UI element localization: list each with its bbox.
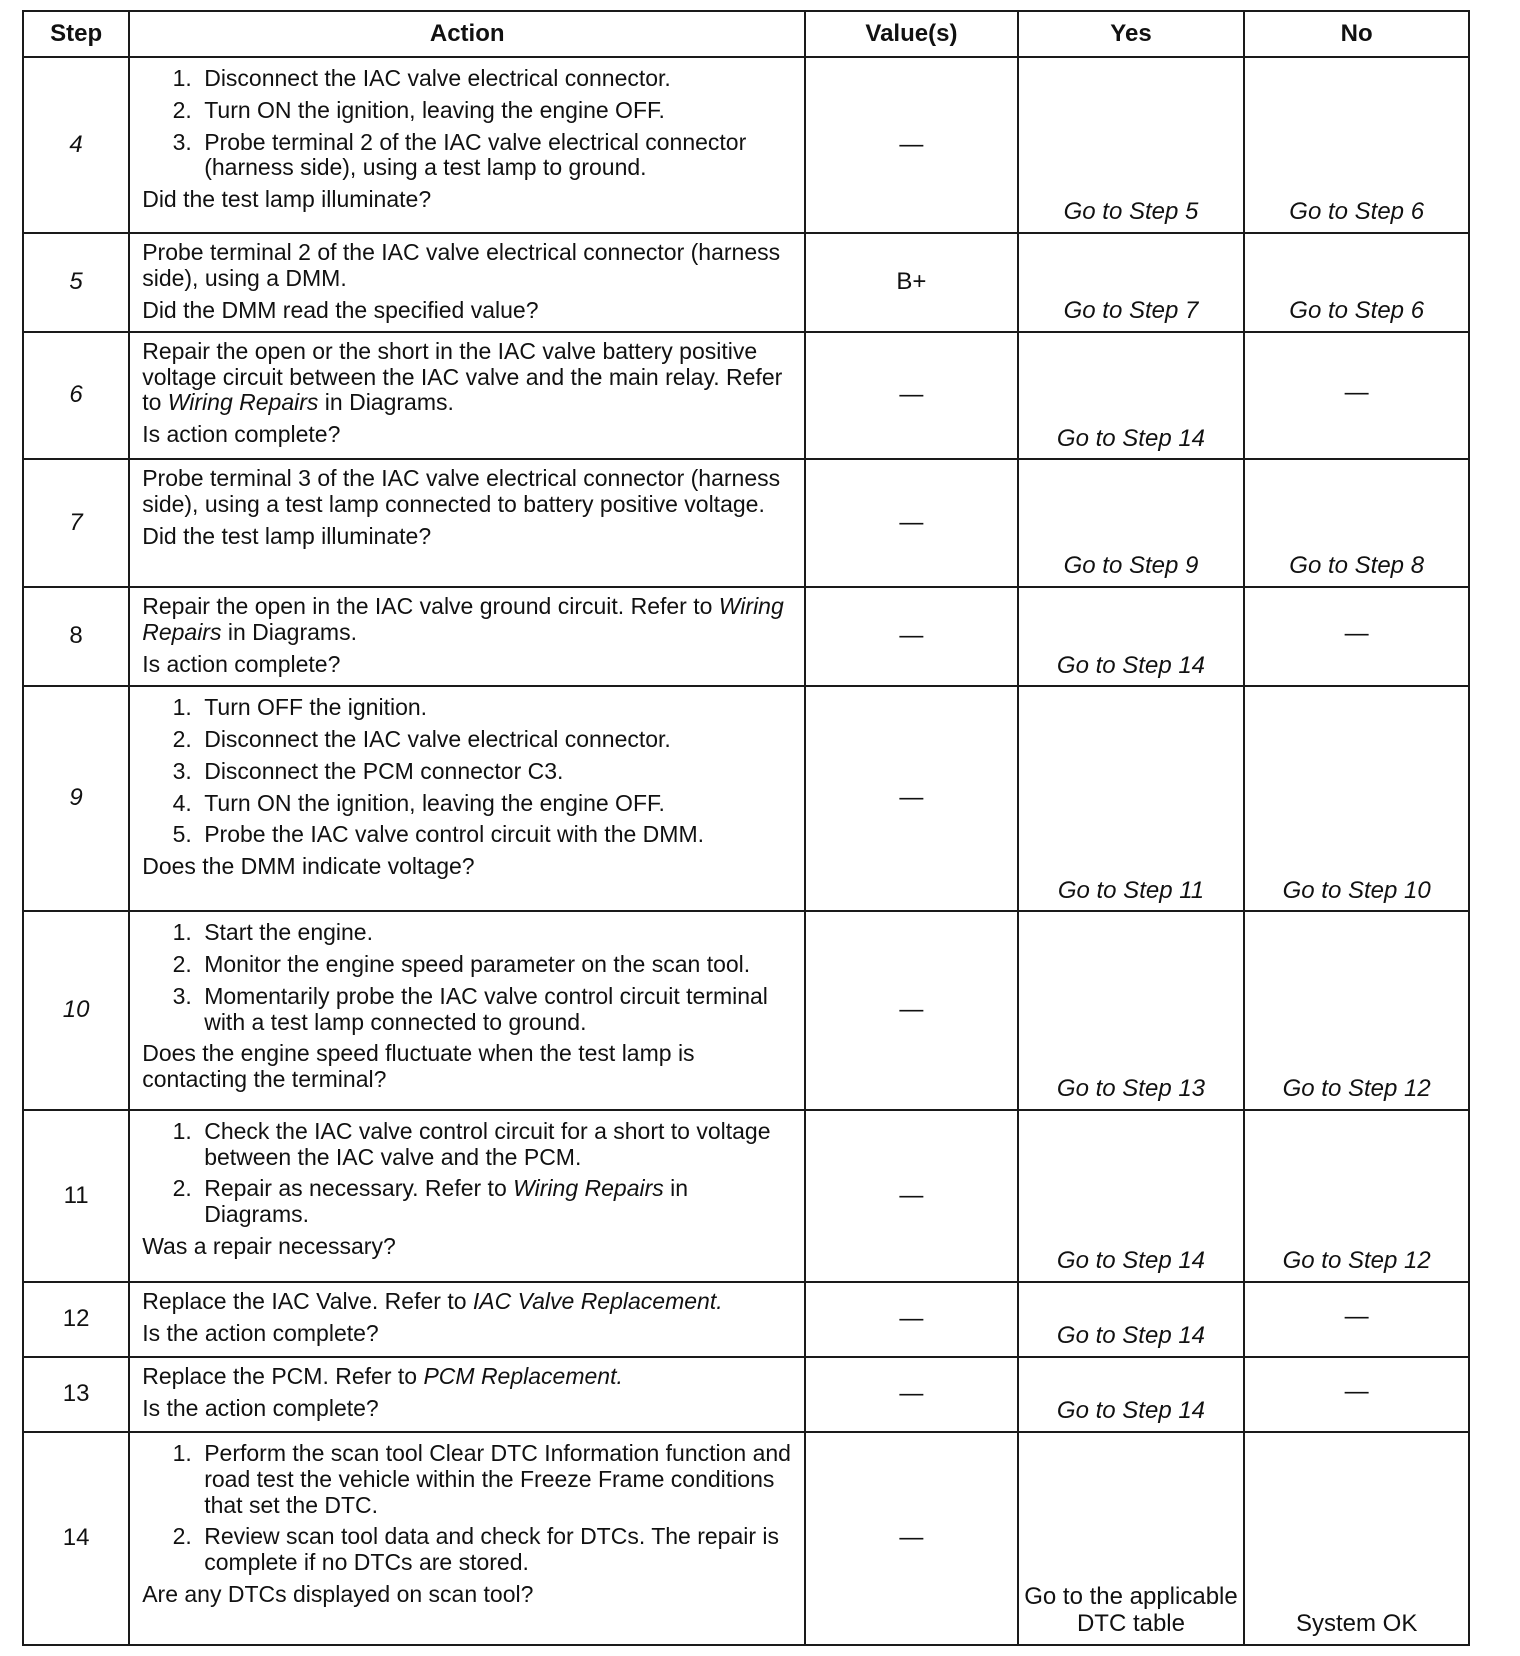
table-row	[23, 57, 1469, 233]
action-cell	[129, 1282, 805, 1357]
yes-cell: Go to Step 11	[1018, 686, 1245, 911]
no-cell: Go to Step 10	[1244, 686, 1469, 911]
no-cell: Go to Step 12	[1244, 911, 1469, 1110]
action-list-item: 4. Turn ON the ignition, leaving the engine OFF.	[198, 791, 794, 817]
step-number: 4	[23, 57, 129, 233]
value-cell: —	[805, 1282, 1017, 1357]
action-text-part: Repair the open or the short in the IAC valve battery positive voltage circuit between the IAC valve and the main relay. Refer to	[142, 337, 783, 416]
step-number: 13	[23, 1357, 129, 1432]
action-list	[142, 1441, 794, 1576]
action-cell	[129, 1357, 805, 1432]
action-text: Probe terminal 2 of the IAC valve electrical connector (harness side), using a DMM.	[142, 239, 781, 292]
action-cell	[129, 686, 805, 911]
action-list-item: 1. Start the engine.	[198, 920, 794, 946]
yes-cell: Go to Step 5	[1018, 57, 1245, 233]
action-cell	[129, 1110, 805, 1282]
action-text	[142, 1289, 794, 1315]
action-text-part: Replace the IAC Valve. Refer to	[142, 1288, 473, 1315]
step-number: 6	[23, 332, 129, 460]
action-question: Does the DMM indicate voltage?	[142, 853, 475, 880]
action-list	[142, 66, 794, 181]
header-no: No	[1244, 11, 1469, 57]
table-row	[23, 459, 1469, 587]
value-cell: —	[805, 1110, 1017, 1282]
action-list	[142, 1119, 794, 1228]
action-text	[142, 1364, 794, 1390]
action-list-item: 1. Perform the scan tool Clear DTC Information function and road test the vehicle within the Freeze Frame conditions that set the DTC.	[198, 1441, 794, 1518]
value-cell: —	[805, 911, 1017, 1110]
step-number: 11	[23, 1110, 129, 1282]
no-cell: —	[1244, 1282, 1469, 1357]
no-cell: Go to Step 8	[1244, 459, 1469, 587]
action-list-item: 2. Monitor the engine speed parameter on the scan tool.	[198, 952, 794, 978]
action-list-item: 1. Disconnect the IAC valve electrical connector.	[198, 66, 794, 92]
wiring-repairs-reference: Wiring Repairs	[167, 389, 319, 416]
action-question: Is the action complete?	[142, 1319, 379, 1346]
action-list	[142, 695, 794, 848]
action-question: Is action complete?	[142, 650, 341, 677]
value-cell: —	[805, 587, 1017, 686]
action-text	[142, 594, 794, 646]
action-cell	[129, 57, 805, 233]
value-cell: —	[805, 332, 1017, 460]
action-cell	[129, 332, 805, 460]
action-list	[142, 920, 794, 1035]
value-cell: —	[805, 57, 1017, 233]
yes-cell: Go to the applicable DTC table	[1018, 1432, 1245, 1645]
step-number: 14	[23, 1432, 129, 1645]
table-row	[23, 1357, 1469, 1432]
yes-cell: Go to Step 7	[1018, 233, 1245, 332]
yes-cell: Go to Step 9	[1018, 459, 1245, 587]
action-text-part: Repair as necessary. Refer to	[204, 1175, 514, 1202]
action-list-item: 2. Review scan tool data and check for DTCs. The repair is complete if no DTCs are stored.	[198, 1524, 794, 1576]
action-list-item: 3. Momentarily probe the IAC valve control circuit terminal with a test lamp connected to ground.	[198, 984, 794, 1036]
table-row	[23, 911, 1469, 1110]
action-question: Is the action complete?	[142, 1394, 379, 1421]
table-row	[23, 233, 1469, 332]
yes-cell: Go to Step 13	[1018, 911, 1245, 1110]
replacement-reference: PCM Replacement.	[423, 1363, 623, 1390]
action-question: Did the DMM read the specified value?	[142, 296, 539, 323]
action-cell	[129, 459, 805, 587]
step-number: 12	[23, 1282, 129, 1357]
yes-cell: Go to Step 14	[1018, 1282, 1245, 1357]
no-cell: —	[1244, 587, 1469, 686]
action-question: Does the engine speed fluctuate when the test lamp is contacting the terminal?	[142, 1040, 695, 1093]
wiring-repairs-reference: Wiring Repairs	[513, 1175, 664, 1202]
yes-cell: Go to Step 14	[1018, 332, 1245, 460]
table-row	[23, 587, 1469, 686]
no-cell: System OK	[1244, 1432, 1469, 1645]
yes-cell: Go to Step 14	[1018, 1110, 1245, 1282]
header-action: Action	[129, 11, 805, 57]
action-text-part: in Diagrams.	[204, 1175, 689, 1228]
action-text: Probe terminal 3 of the IAC valve electrical connector (harness side), using a test lamp connected to battery positive voltage.	[142, 465, 781, 518]
no-cell: —	[1244, 1357, 1469, 1432]
no-cell: —	[1244, 332, 1469, 460]
action-list-item: 5. Probe the IAC valve control circuit with the DMM.	[198, 822, 794, 848]
table-row	[23, 1282, 1469, 1357]
value-cell: —	[805, 1432, 1017, 1645]
diagnostic-table	[22, 10, 1470, 1646]
action-cell	[129, 587, 805, 686]
value-cell: —	[805, 459, 1017, 587]
table-row	[23, 1110, 1469, 1282]
action-list-item	[198, 1176, 794, 1228]
action-text	[142, 339, 794, 416]
table-row	[23, 332, 1469, 460]
header-value: Value(s)	[805, 11, 1017, 57]
action-text-part: in Diagrams.	[318, 389, 454, 416]
yes-cell: Go to Step 14	[1018, 587, 1245, 686]
action-question: Was a repair necessary?	[142, 1232, 396, 1259]
step-number: 8	[23, 587, 129, 686]
no-cell: Go to Step 6	[1244, 57, 1469, 233]
action-text-part: Replace the PCM. Refer to	[142, 1363, 424, 1390]
action-question: Did the test lamp illuminate?	[142, 186, 432, 212]
action-cell	[129, 911, 805, 1110]
table-row	[23, 686, 1469, 911]
action-list-item: 1. Check the IAC valve control circuit for a short to voltage between the IAC valve and the PCM.	[198, 1119, 794, 1171]
header-yes: Yes	[1018, 11, 1245, 57]
action-list-item: 1. Turn OFF the ignition.	[198, 695, 794, 721]
action-list-item: 2. Turn ON the ignition, leaving the engine OFF.	[198, 98, 794, 124]
action-question: Is action complete?	[142, 421, 341, 448]
no-cell: Go to Step 12	[1244, 1110, 1469, 1282]
header-step: Step	[23, 11, 129, 57]
step-number: 7	[23, 459, 129, 587]
header-row	[23, 11, 1469, 57]
yes-cell: Go to Step 14	[1018, 1357, 1245, 1432]
table-row	[23, 1432, 1469, 1645]
step-number: 5	[23, 233, 129, 332]
value-cell: —	[805, 686, 1017, 911]
step-number: 10	[23, 911, 129, 1110]
action-cell	[129, 233, 805, 332]
action-question: Did the test lamp illuminate?	[142, 522, 432, 549]
action-cell	[129, 1432, 805, 1645]
action-list-item: 3. Disconnect the PCM connector C3.	[198, 759, 794, 785]
action-text-part: in Diagrams.	[221, 618, 357, 645]
value-cell: —	[805, 1357, 1017, 1432]
action-list-item: 3. Probe terminal 2 of the IAC valve electrical connector (harness side), using a test lamp to ground.	[198, 130, 794, 182]
wiring-repairs-reference: Wiring Repairs	[142, 593, 784, 645]
action-list-item: 2. Disconnect the IAC valve electrical connector.	[198, 727, 794, 753]
action-text-part: Repair the open in the IAC valve ground circuit. Refer to	[142, 593, 719, 620]
replacement-reference: IAC Valve Replacement.	[472, 1288, 723, 1315]
step-number: 9	[23, 686, 129, 911]
no-cell: Go to Step 6	[1244, 233, 1469, 332]
value-cell: B+	[805, 233, 1017, 332]
action-question: Are any DTCs displayed on scan tool?	[142, 1580, 534, 1607]
